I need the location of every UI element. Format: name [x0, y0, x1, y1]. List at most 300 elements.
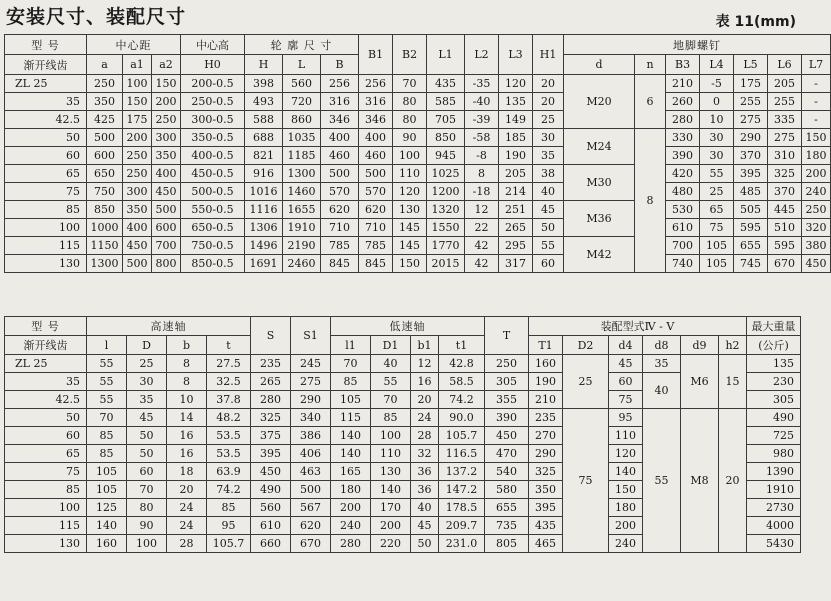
header-L3: L3: [499, 35, 533, 75]
cell-h: 1116: [245, 201, 283, 219]
cell-d: 50: [127, 427, 167, 445]
cell-d4: 45: [609, 355, 643, 373]
cell-l5: 290: [734, 129, 768, 147]
cell-h1: 55: [533, 237, 564, 255]
cell-d: 100: [127, 535, 167, 553]
header-D: D: [127, 336, 167, 355]
cell-b: 16: [167, 427, 207, 445]
cell-max-weight: 980: [747, 445, 801, 463]
cell-t: 48.2: [207, 409, 251, 427]
cell-l4: -5: [700, 75, 734, 93]
cell-l1: 70: [331, 355, 371, 373]
cell-b: 400: [321, 129, 359, 147]
cell-h: 916: [245, 165, 283, 183]
cell-t: 540: [485, 463, 529, 481]
cell-l1: 585: [427, 93, 465, 111]
cell-b1: 20: [411, 391, 439, 409]
cell-b1: 45: [411, 517, 439, 535]
header-d9: d9: [681, 336, 719, 355]
cell-b3: 480: [666, 183, 700, 201]
cell-s1: 245: [291, 355, 331, 373]
cell-t: 63.9: [207, 463, 251, 481]
cell-b: 24: [167, 499, 207, 517]
cell-l2: -8: [465, 147, 499, 165]
cell-l3: 295: [499, 237, 533, 255]
cell-s1: 463: [291, 463, 331, 481]
header-d: d: [564, 55, 635, 75]
header-gear-type-2: 渐开线齿: [5, 336, 87, 355]
cell-a2: 150: [152, 75, 181, 93]
header-a2: a2: [152, 55, 181, 75]
cell-t: 53.5: [207, 427, 251, 445]
cell-l: 1035: [283, 129, 321, 147]
header-B3: B3: [666, 55, 700, 75]
cell-d2: 25: [563, 355, 609, 409]
cell-b3: 260: [666, 93, 700, 111]
cell-d4: 200: [609, 517, 643, 535]
cell-l1: 165: [331, 463, 371, 481]
header-S: S: [251, 317, 291, 355]
cell-s: 660: [251, 535, 291, 553]
cell-b1: 256: [359, 75, 393, 93]
cell-t1: 350: [529, 481, 563, 499]
cell-s1: 670: [291, 535, 331, 553]
cell-h1: 38: [533, 165, 564, 183]
cell-b3: 530: [666, 201, 700, 219]
cell-d: 70: [127, 481, 167, 499]
cell-a2: 400: [152, 165, 181, 183]
cell-t1: 190: [529, 373, 563, 391]
header-L: L: [283, 55, 321, 75]
cell-model: 35: [5, 373, 87, 391]
table-row: [5, 255, 831, 273]
cell-model: 115: [5, 517, 87, 535]
cell-model: 65: [5, 165, 87, 183]
header-center-distance: 中心距: [87, 35, 181, 55]
header-L7: L7: [802, 55, 831, 75]
cell-l7: 180: [802, 147, 831, 165]
cell-l5: 595: [734, 219, 768, 237]
cell-l7: 200: [802, 165, 831, 183]
cell-t1: 435: [529, 517, 563, 535]
cell-d2: 75: [563, 409, 609, 553]
cell-d: 25: [127, 355, 167, 373]
cell-l2: 22: [465, 219, 499, 237]
cell-t1: 395: [529, 499, 563, 517]
cell-h0: 500-0.5: [181, 183, 245, 201]
cell-l6: 510: [768, 219, 802, 237]
cell-b2: 120: [393, 183, 427, 201]
header-l: l: [87, 336, 127, 355]
cell-s: 395: [251, 445, 291, 463]
cell-a2: 200: [152, 93, 181, 111]
cell-model: 60: [5, 147, 87, 165]
cell-b1: 36: [411, 463, 439, 481]
cell-l: 55: [87, 355, 127, 373]
cell-model: 75: [5, 183, 87, 201]
header-a: a: [87, 55, 123, 75]
cell-s: 490: [251, 481, 291, 499]
cell-d9: M6: [681, 355, 719, 409]
cell-h0: 250-0.5: [181, 93, 245, 111]
cell-a1: 175: [123, 111, 152, 129]
header-S1: S1: [291, 317, 331, 355]
cell-b: 10: [167, 391, 207, 409]
cell-l3: 251: [499, 201, 533, 219]
cell-h0: 300-0.5: [181, 111, 245, 129]
cell-l5: 175: [734, 75, 768, 93]
cell-l5: 255: [734, 93, 768, 111]
table-row: [5, 129, 831, 147]
cell-d9: M8: [681, 409, 719, 553]
cell-l7: 250: [802, 201, 831, 219]
cell-b: 20: [167, 481, 207, 499]
header-L1: L1: [427, 35, 465, 75]
cell-d1: 40: [371, 355, 411, 373]
cell-l3: 265: [499, 219, 533, 237]
cell-l7: 450: [802, 255, 831, 273]
cell-a1: 150: [123, 93, 152, 111]
cell-b1: 40: [411, 499, 439, 517]
cell-l: 125: [87, 499, 127, 517]
cell-l5: 485: [734, 183, 768, 201]
cell-d1: 220: [371, 535, 411, 553]
cell-a: 600: [87, 147, 123, 165]
cell-t: 355: [485, 391, 529, 409]
cell-t: 37.8: [207, 391, 251, 409]
cell-l: 105: [87, 481, 127, 499]
cell-b: 28: [167, 535, 207, 553]
cell-b: 346: [321, 111, 359, 129]
header-h2: h2: [719, 336, 747, 355]
cell-t1: 105.7: [439, 427, 485, 445]
cell-max-weight: 725: [747, 427, 801, 445]
cell-b3: 700: [666, 237, 700, 255]
cell-l5: 275: [734, 111, 768, 129]
cell-h1: 50: [533, 219, 564, 237]
cell-l7: -: [802, 75, 831, 93]
cell-b: 845: [321, 255, 359, 273]
cell-model: 35: [5, 93, 87, 111]
cell-l6: 670: [768, 255, 802, 273]
cell-l1: 705: [427, 111, 465, 129]
cell-a: 350: [87, 93, 123, 111]
cell-max-weight: 135: [747, 355, 801, 373]
cell-b1: 50: [411, 535, 439, 553]
cell-a2: 600: [152, 219, 181, 237]
cell-l1: 1200: [427, 183, 465, 201]
cell-d8: 55: [643, 409, 681, 553]
cell-h1: 20: [533, 75, 564, 93]
cell-h: 588: [245, 111, 283, 129]
cell-h0: 350-0.5: [181, 129, 245, 147]
header-t: t: [207, 336, 251, 355]
cell-l: 560: [283, 75, 321, 93]
cell-model: 85: [5, 481, 87, 499]
cell-l: 1300: [283, 165, 321, 183]
cell-t: 85: [207, 499, 251, 517]
cell-l: 860: [283, 111, 321, 129]
cell-l4: 30: [700, 129, 734, 147]
cell-b2: 80: [393, 93, 427, 111]
cell-s1: 500: [291, 481, 331, 499]
cell-a2: 800: [152, 255, 181, 273]
cell-max-weight: 305: [747, 391, 801, 409]
cell-l: 2460: [283, 255, 321, 273]
cell-s1: 290: [291, 391, 331, 409]
cell-b: 14: [167, 409, 207, 427]
cell-d: M42: [564, 237, 635, 273]
cell-a1: 500: [123, 255, 152, 273]
cell-l1: 105: [331, 391, 371, 409]
cell-b: 785: [321, 237, 359, 255]
cell-s1: 386: [291, 427, 331, 445]
cell-l: 55: [87, 373, 127, 391]
cell-l: 55: [87, 391, 127, 409]
cell-l1: 140: [331, 427, 371, 445]
cell-model: 50: [5, 129, 87, 147]
header-T1: T1: [529, 336, 563, 355]
cell-l1: 180: [331, 481, 371, 499]
cell-d4: 60: [609, 373, 643, 391]
header-center-height: 中心高: [181, 35, 245, 55]
cell-b1: 785: [359, 237, 393, 255]
table-row: [5, 237, 831, 255]
cell-d: 60: [127, 463, 167, 481]
cell-h0: 450-0.5: [181, 165, 245, 183]
cell-l: 1910: [283, 219, 321, 237]
cell-t: 95: [207, 517, 251, 535]
cell-l: 1460: [283, 183, 321, 201]
cell-l2: 42: [465, 255, 499, 273]
assembly-dimensions-table: [4, 316, 801, 553]
cell-b1: 400: [359, 129, 393, 147]
cell-d: 35: [127, 391, 167, 409]
cell-l2: -40: [465, 93, 499, 111]
cell-l5: 395: [734, 165, 768, 183]
header-gear-type: 渐开线齿: [5, 55, 87, 75]
header-a1: a1: [123, 55, 152, 75]
cell-h: 1691: [245, 255, 283, 273]
cell-l1: 2015: [427, 255, 465, 273]
cell-b1: 12: [411, 355, 439, 373]
cell-b: 570: [321, 183, 359, 201]
cell-l1: 850: [427, 129, 465, 147]
cell-b1: 845: [359, 255, 393, 273]
table-row: [5, 201, 831, 219]
cell-model: 130: [5, 535, 87, 553]
assembly-table-body: [5, 355, 801, 553]
cell-d1: 140: [371, 481, 411, 499]
cell-max-weight: 490: [747, 409, 801, 427]
cell-d4: 120: [609, 445, 643, 463]
cell-b3: 390: [666, 147, 700, 165]
header-anchor-bolts: 地脚螺钉: [564, 35, 831, 55]
cell-s1: 620: [291, 517, 331, 535]
cell-d: 90: [127, 517, 167, 535]
cell-b1: 570: [359, 183, 393, 201]
header-L2: L2: [465, 35, 499, 75]
cell-b1: 316: [359, 93, 393, 111]
cell-b1: 346: [359, 111, 393, 129]
header-t1: t1: [439, 336, 485, 355]
cell-d4: 75: [609, 391, 643, 409]
cell-model: 42.5: [5, 111, 87, 129]
cell-model: 115: [5, 237, 87, 255]
cell-t: 32.5: [207, 373, 251, 391]
cell-b1: 24: [411, 409, 439, 427]
cell-t1: 90.0: [439, 409, 485, 427]
cell-b2: 145: [393, 219, 427, 237]
cell-a: 1000: [87, 219, 123, 237]
cell-t1: 325: [529, 463, 563, 481]
cell-b1: 500: [359, 165, 393, 183]
cell-b3: 210: [666, 75, 700, 93]
cell-d4: 110: [609, 427, 643, 445]
cell-l1: 1320: [427, 201, 465, 219]
cell-b3: 740: [666, 255, 700, 273]
cell-b1: 460: [359, 147, 393, 165]
cell-b2: 130: [393, 201, 427, 219]
cell-h2: 20: [719, 409, 747, 553]
cell-t1: 137.2: [439, 463, 485, 481]
header-b1: b1: [411, 336, 439, 355]
cell-model: 100: [5, 499, 87, 517]
cell-l1: 240: [331, 517, 371, 535]
cell-a1: 200: [123, 129, 152, 147]
installation-dimensions-table: [4, 34, 831, 273]
cell-d4: 95: [609, 409, 643, 427]
header-weight-unit: (公斤): [747, 336, 801, 355]
cell-max-weight: 4000: [747, 517, 801, 535]
cell-d: 50: [127, 445, 167, 463]
cell-t: 470: [485, 445, 529, 463]
cell-t: 390: [485, 409, 529, 427]
cell-t1: 58.5: [439, 373, 485, 391]
cell-t: 805: [485, 535, 529, 553]
header-H: H: [245, 55, 283, 75]
cell-l3: 120: [499, 75, 533, 93]
cell-a1: 350: [123, 201, 152, 219]
cell-l5: 745: [734, 255, 768, 273]
cell-s: 450: [251, 463, 291, 481]
header-L5: L5: [734, 55, 768, 75]
cell-max-weight: 5430: [747, 535, 801, 553]
cell-a: 750: [87, 183, 123, 201]
cell-model: ZL 25: [5, 75, 87, 93]
cell-d1: 55: [371, 373, 411, 391]
cell-t: 74.2: [207, 481, 251, 499]
cell-l3: 135: [499, 93, 533, 111]
cell-l: 2190: [283, 237, 321, 255]
cell-d1: 85: [371, 409, 411, 427]
cell-l1: 1770: [427, 237, 465, 255]
cell-b: 460: [321, 147, 359, 165]
cell-l2: -58: [465, 129, 499, 147]
cell-b: 8: [167, 373, 207, 391]
cell-l4: 0: [700, 93, 734, 111]
cell-h: 1496: [245, 237, 283, 255]
cell-l5: 370: [734, 147, 768, 165]
cell-l6: 370: [768, 183, 802, 201]
cell-l: 140: [87, 517, 127, 535]
cell-a: 850: [87, 201, 123, 219]
cell-d1: 110: [371, 445, 411, 463]
cell-l1: 280: [331, 535, 371, 553]
cell-t: 105.7: [207, 535, 251, 553]
cell-l3: 205: [499, 165, 533, 183]
cell-model: 130: [5, 255, 87, 273]
header-D1: D1: [371, 336, 411, 355]
cell-t1: 74.2: [439, 391, 485, 409]
cell-d: M36: [564, 201, 635, 237]
cell-l6: 595: [768, 237, 802, 255]
cell-a: 650: [87, 165, 123, 183]
cell-l6: 275: [768, 129, 802, 147]
cell-b3: 420: [666, 165, 700, 183]
cell-b2: 70: [393, 75, 427, 93]
cell-a: 425: [87, 111, 123, 129]
cell-t1: 209.7: [439, 517, 485, 535]
cell-l: 85: [87, 427, 127, 445]
cell-l3: 190: [499, 147, 533, 165]
cell-l: 160: [87, 535, 127, 553]
cell-l6: 310: [768, 147, 802, 165]
cell-t1: 116.5: [439, 445, 485, 463]
cell-h1: 60: [533, 255, 564, 273]
cell-l1: 945: [427, 147, 465, 165]
cell-l2: 42: [465, 237, 499, 255]
cell-n: 8: [635, 129, 666, 273]
cell-l1: 85: [331, 373, 371, 391]
cell-l: 1185: [283, 147, 321, 165]
header-H0: H0: [181, 55, 245, 75]
cell-b1: 16: [411, 373, 439, 391]
cell-b2: 110: [393, 165, 427, 183]
cell-b: 500: [321, 165, 359, 183]
cell-l: 70: [87, 409, 127, 427]
cell-l1: 1550: [427, 219, 465, 237]
cell-b1: 620: [359, 201, 393, 219]
cell-b1: 32: [411, 445, 439, 463]
cell-d: 30: [127, 373, 167, 391]
cell-l4: 105: [700, 255, 734, 273]
cell-s1: 275: [291, 373, 331, 391]
cell-t1: 290: [529, 445, 563, 463]
cell-t1: 235: [529, 409, 563, 427]
cell-l6: 335: [768, 111, 802, 129]
cell-t: 450: [485, 427, 529, 445]
cell-t1: 270: [529, 427, 563, 445]
cell-h0: 200-0.5: [181, 75, 245, 93]
cell-d: 45: [127, 409, 167, 427]
cell-a: 500: [87, 129, 123, 147]
cell-d1: 70: [371, 391, 411, 409]
header-profile-dimensions: 轮 廓 尺 寸: [245, 35, 359, 55]
header-B2: B2: [393, 35, 427, 75]
cell-l7: 240: [802, 183, 831, 201]
table-row: [5, 165, 831, 183]
cell-model: ZL 25: [5, 355, 87, 373]
cell-b2: 150: [393, 255, 427, 273]
cell-l1: 1025: [427, 165, 465, 183]
cell-t: 250: [485, 355, 529, 373]
cell-b1: 36: [411, 481, 439, 499]
cell-l6: 255: [768, 93, 802, 111]
cell-l4: 10: [700, 111, 734, 129]
cell-model: 100: [5, 219, 87, 237]
cell-b: 8: [167, 355, 207, 373]
